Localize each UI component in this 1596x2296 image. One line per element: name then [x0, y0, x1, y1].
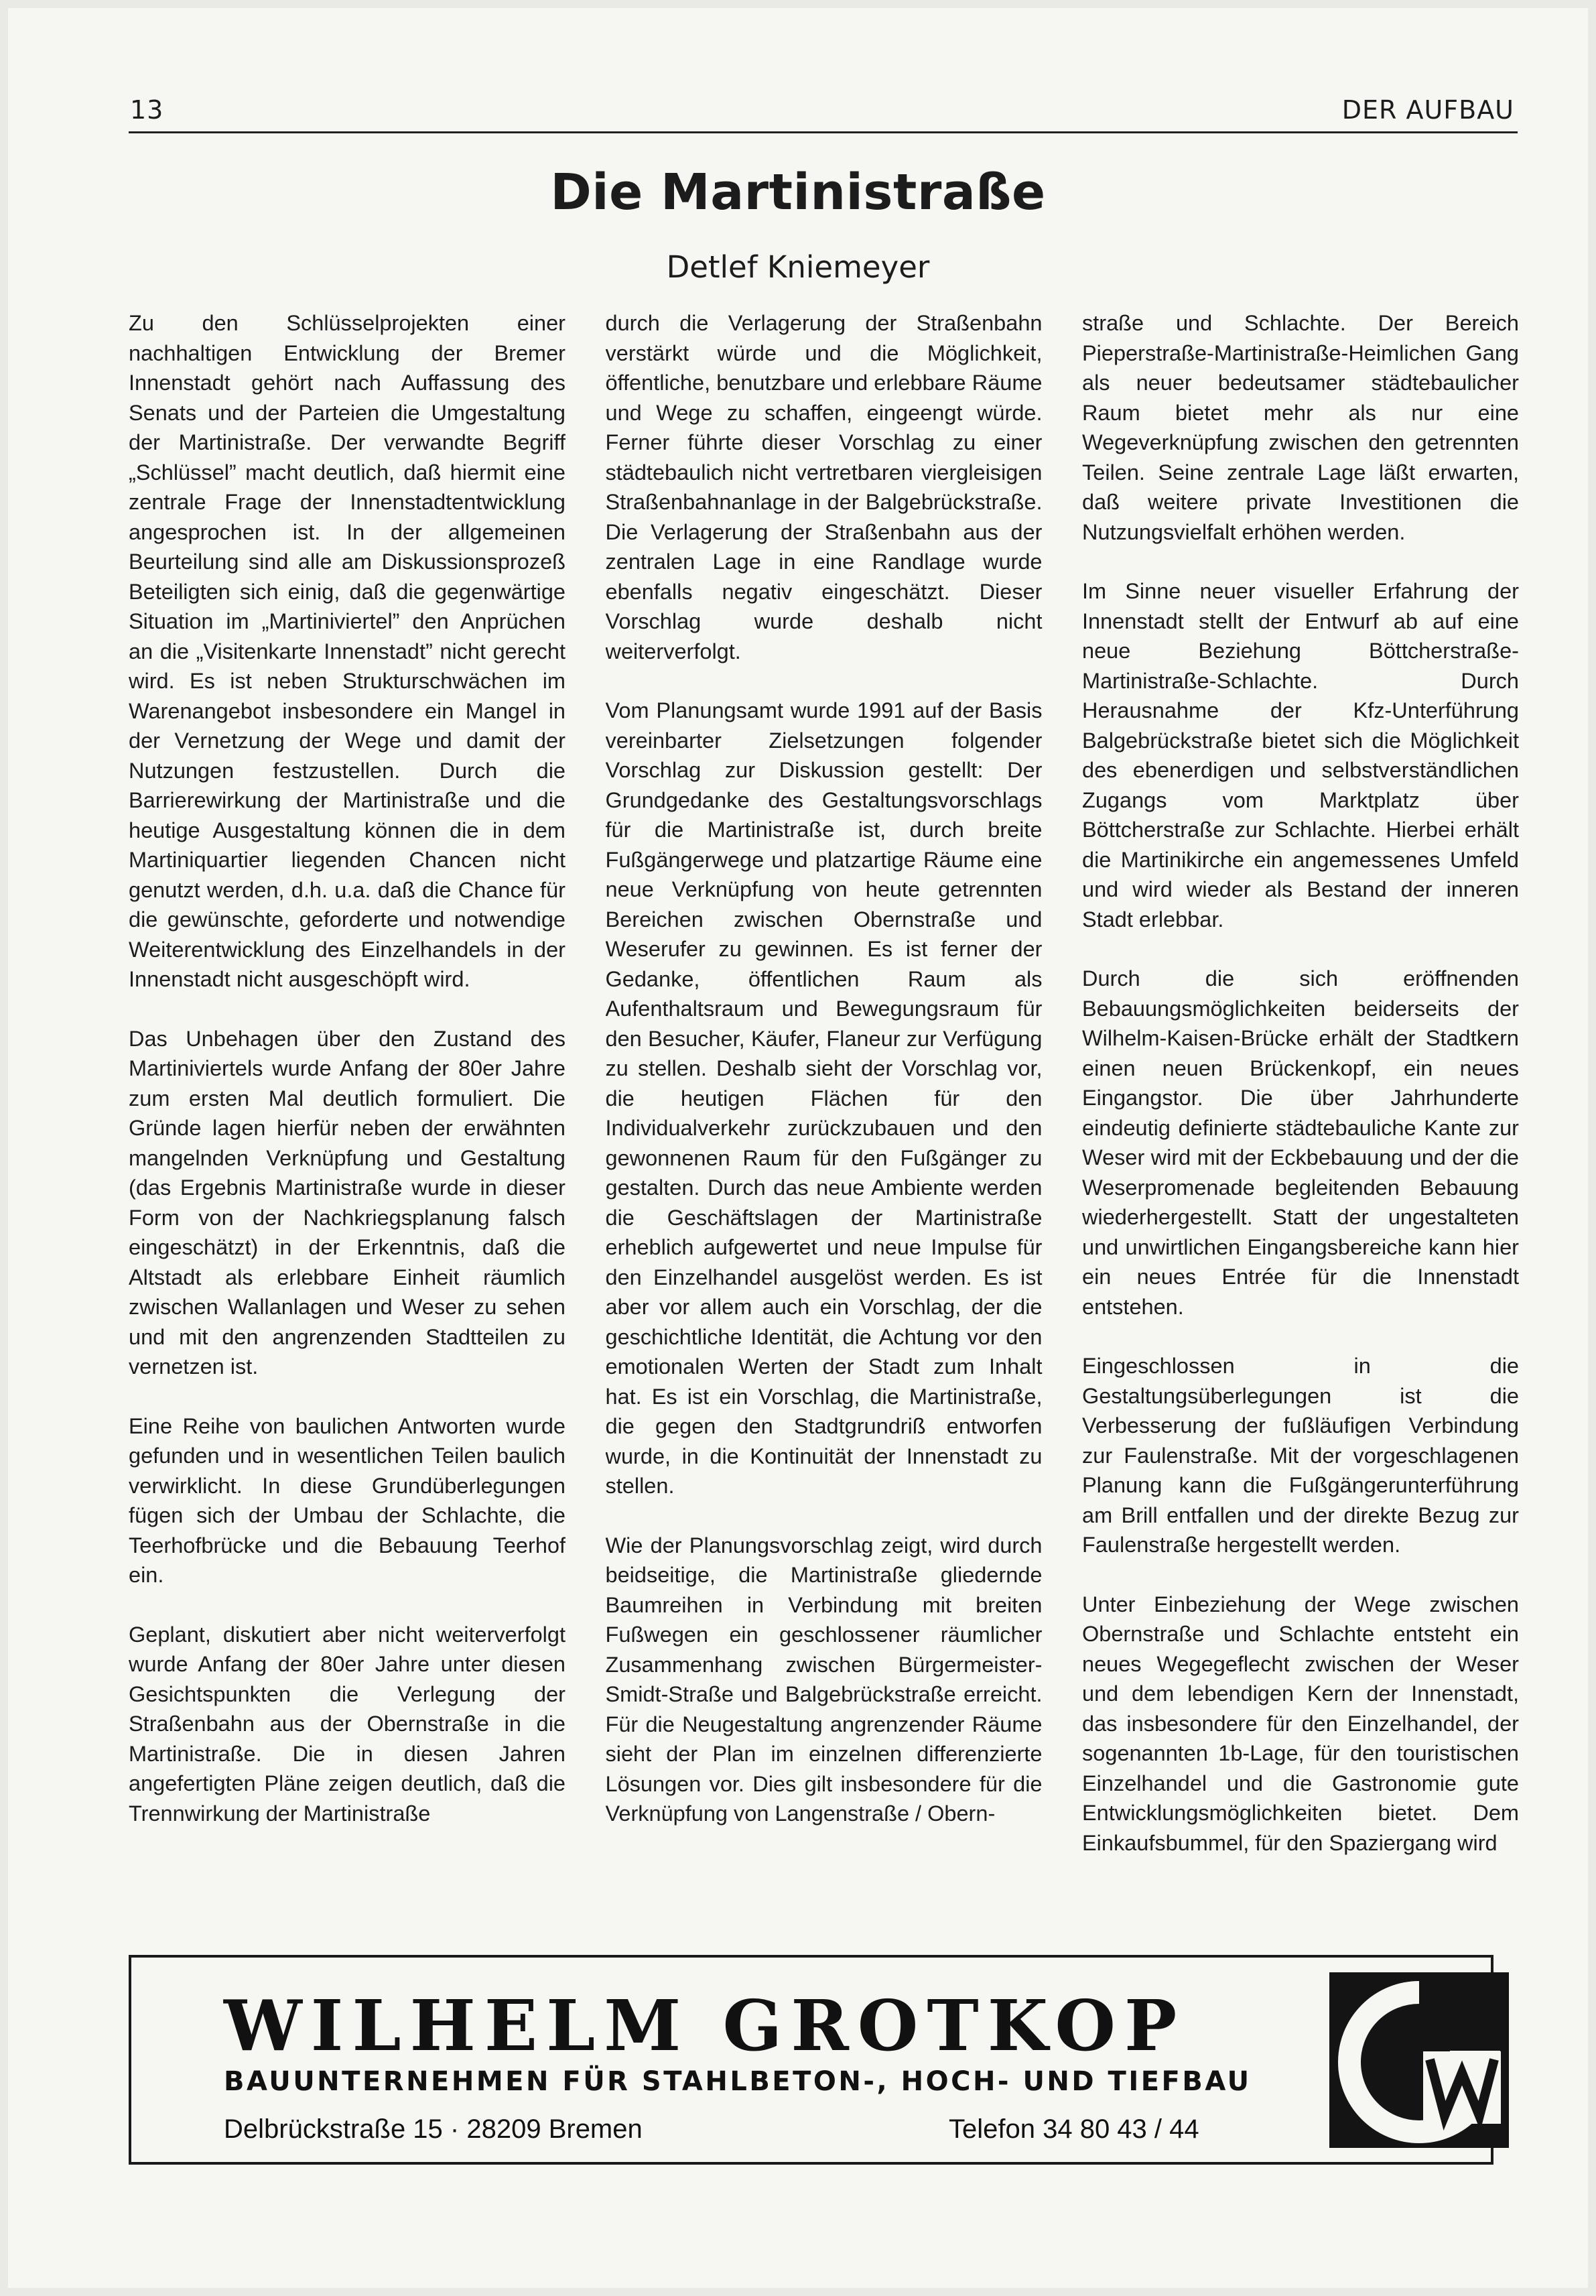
article-body: [129, 308, 1519, 1937]
text-column-3: [1082, 308, 1519, 1937]
paragraph: Unter Einbeziehung der Wege zwischen Obernstraße und Schlachte entsteht ein neues Wegegeflecht zwischen der Weser und dem lebendigen Kern der Innenstadt, das insbesondere für den Einzelhandel, der sogenannten 1b-Lage, für den touristischen Einzelhandel und die Gastronomie gute Entwicklungsmöglichkeiten bietet. Dem Einkaufsbummel, für den Spaziergang wird: [1082, 1592, 1519, 1855]
paragraph: durch die Verlagerung der Straßenbahn verstärkt würde und die Möglichkeit, öffentliche, benutzbare und erlebbare Räume und Wege zu schaffen, eingeengt würde. Ferner führte dieser Vorschlag zu einer städtebaulich nicht vertretbaren viergleisigen Straßenbahnanlage in der Balgebrückstraße. Die Verlagerung der Straßenbahn aus der zentralen Lage in eine Randlage wurde ebenfalls negativ eingeschätzt. Dieser Vorschlag wurde deshalb nicht weiterverfolgt.: [605, 311, 1043, 663]
text-column-1: [129, 308, 566, 1937]
article-author: Detlef Kniemeyer: [666, 249, 930, 285]
paragraph: Eine Reihe von baulichen Antworten wurde gefunden und in wesentlichen Teilen baulich verwirklicht. In diese Grundüberlegungen fügen sich der Umbau der Schlachte, die Teerhofbrücke und die Bebauung Teerhof ein.: [129, 1413, 566, 1587]
paragraph: Zu den Schlüsselprojekten einer nachhaltigen Entwicklung der Bremer Innenstadt gehört nach Auffassung des Senats und der Parteien die Umgestaltung der Martinistraße. Der verwandte Begriff „Schlüssel” macht deutlich, daß hiermit eine zentrale Frage der Innenstadtentwicklung angesprochen ist. In der allgemeinen Beurteilung sind alle am Diskussionsprozeß Beteiligten sich einig, daß die gegenwärtige Situation im „Martiniviertel” den Anprüchen an die „Visitenkarte Innenstadt” nicht gerecht wird. Es ist neben Strukturschwächen im Warenangebot insbesondere ein Mangel in der Vernetzung der Wege und damit der Nutzungen festzustellen. Durch die Barrierewirkung der Martinistraße und die heutige Ausgestaltung können die in dem Martiniquartier liegenden Chancen nicht genutzt werden, d.h. u.a. daß die Chance für die gewünschte, geforderte und notwendige Weiterentwicklung des Einzelhandels in der Innenstadt nicht ausgeschöpft wird.: [129, 311, 566, 991]
ad-company-name: WILHELM GROTKOP: [224, 1984, 1186, 2067]
paragraph: straße und Schlachte. Der Bereich Pieperstraße-Martinistraße-Heimlichen Gang als neuer bedeutsamer städtebaulicher Raum bietet mehr als nur eine Wegeverknüpfung zwischen den getrennten Teilen. Seine zentrale Lage läßt erwarten, daß weitere private Investitionen die Nutzungsvielfalt erhöhen werden.: [1082, 311, 1519, 544]
paragraph: Vom Planungsamt wurde 1991 auf der Basis vereinbarter Zielsetzungen folgender Vorschlag zur Diskussion gestellt: Der Grundgedanke des Gestaltungsvorschlags für die Martinistraße ist, durch breite Fußgängerwege und platzartige Räume eine neue Verknüpfung von heute getrennten Bereichen zwischen Obernstraße und Weserufer zu gewinnen. Es ist ferner der Gedanke, öffentlichen Raum als Aufenthaltsraum und Bewegungsraum für den Besucher, Käufer, Flaneur zur Verfügung zu stellen. Deshalb sieht der Vorschlag vor, die heutigen Flächen für den Individualverkehr zurückzubauen und den gewonnenen Raum für den Fußgänger zu gestalten. Durch das neue Ambiente werden die Geschäftslagen der Martinistraße erheblich aufgewertet und neue Impulse für den Einzelhandel ausgelöst werden. Es ist aber vor allem auch ein Vorschlag, der die geschichtliche Identität, die Achtung vor den emotionalen Werten der Stadt zum Inhalt hat. Es ist ein Vorschlag, die Martinistraße, die gegen den Stadtgrundriß entworfen wurde, in die Kontinuität der Innenstadt zu stellen.: [605, 698, 1043, 1498]
magazine-page: [8, 8, 1588, 2288]
text-column-2: [606, 308, 1043, 1937]
paragraph: Durch die sich eröffnenden Bebauungsmöglichkeiten beiderseits der Wilhelm-Kaisen-Brücke erhält der Stadtkern einen neuen Brückenkopf, ein neues Eingangstor. Die über Jahrhunderte eindeutig definierte städtebauliche Kante zur Weser wird mit der Eckbebauung und der die Weserpromenade begleitenden Bebauung wiederhergestellt. Statt der ungestalteten und unwirtlichen Eingangsbereiche kann hier ein neues Entrée für die Innenstadt entstehen.: [1082, 966, 1519, 1319]
header-divider: [129, 131, 1518, 133]
paragraph: Geplant, diskutiert aber nicht weiterverfolgt wurde Anfang der 80er Jahre unter diesen Gesichtspunkten die Verlegung der Straßenbahn aus der Obernstraße in die Martinistraße. Die in diesen Jahren angefertigten Pläne zeigen deutlich, daß die Trennwirkung der Martinistraße: [129, 1622, 566, 1826]
page-number: 13: [130, 95, 164, 125]
ad-address: Delbrückstraße 15 · 28209 Bremen: [224, 2114, 643, 2144]
paragraph: Wie der Planungsvorschlag zeigt, wird durch beidseitige, die Martinistraße gliedernde Baumreihen in Verbindung mit breiten Fußwegen ein geschlossener räumlicher Zusammenhang zwischen Bürgermeister-Smidt-Straße und Balgebrückstraße erreicht. Für die Neugestaltung angrenzender Räume sieht der Plan im einzelnen differenzierte Lösungen vor. Dies gilt insbesondere für die Verknüpfung von Langenstraße / Obern-: [605, 1533, 1043, 1826]
ad-phone: Telefon 34 80 43 / 44: [949, 2114, 1199, 2144]
paragraph: Eingeschlossen in die Gestaltungsüberlegungen ist die Verbesserung der fußläufigen Verbindung zur Faulenstraße. Mit der vorgeschlagenen Planung kann die Fußgängerunterführung am Brill entfallen und der direkte Bezug zur Faulenstraße hergestellt werden.: [1082, 1354, 1519, 1557]
paragraph: Das Unbehagen über den Zustand des Martiniviertels wurde Anfang der 80er Jahre zum ersten Mal deutlich formuliert. Die Gründe lagen hierfür neben der erwähnten mangelnden Verknüpfung und Gestaltung (das Ergebnis Martinistraße wurde in dieser Form von der Nachkriegsplanung falsch eingeschätzt) in der Erkenntnis, daß die Altstadt als erlebbare Einheit räumlich zwischen Wallanlagen und Weser zu sehen und mit den angrenzenden Stadtteilen zu vernetzen ist.: [129, 1026, 566, 1379]
paragraph: Im Sinne neuer visueller Erfahrung der Innenstadt stellt der Entwurf ab auf eine neue Beziehung Böttcherstraße-Martinistraße-Schlachte. Durch Herausnahme der Kfz-Unterführung Balgebrückstraße bietet sich die Möglichkeit des ebenerdigen und selbstverständlichen Zugangs vom Marktplatz über Böttcherstraße zur Schlachte. Hierbei erhält die Martinikirche ein angemessenes Umfeld und wird wieder als Bestand der inneren Stadt erlebbar.: [1082, 579, 1519, 932]
publication-name: DER AUFBAU: [1341, 95, 1514, 125]
gw-monogram-icon: [1329, 1972, 1509, 2148]
advertisement-box: [129, 1955, 1493, 2165]
ad-tagline: BAUUNTERNEHMEN FÜR STAHLBETON-, HOCH- UND TIEFBAU: [224, 2066, 1252, 2097]
article-title: Die Martinistraße: [550, 164, 1046, 221]
